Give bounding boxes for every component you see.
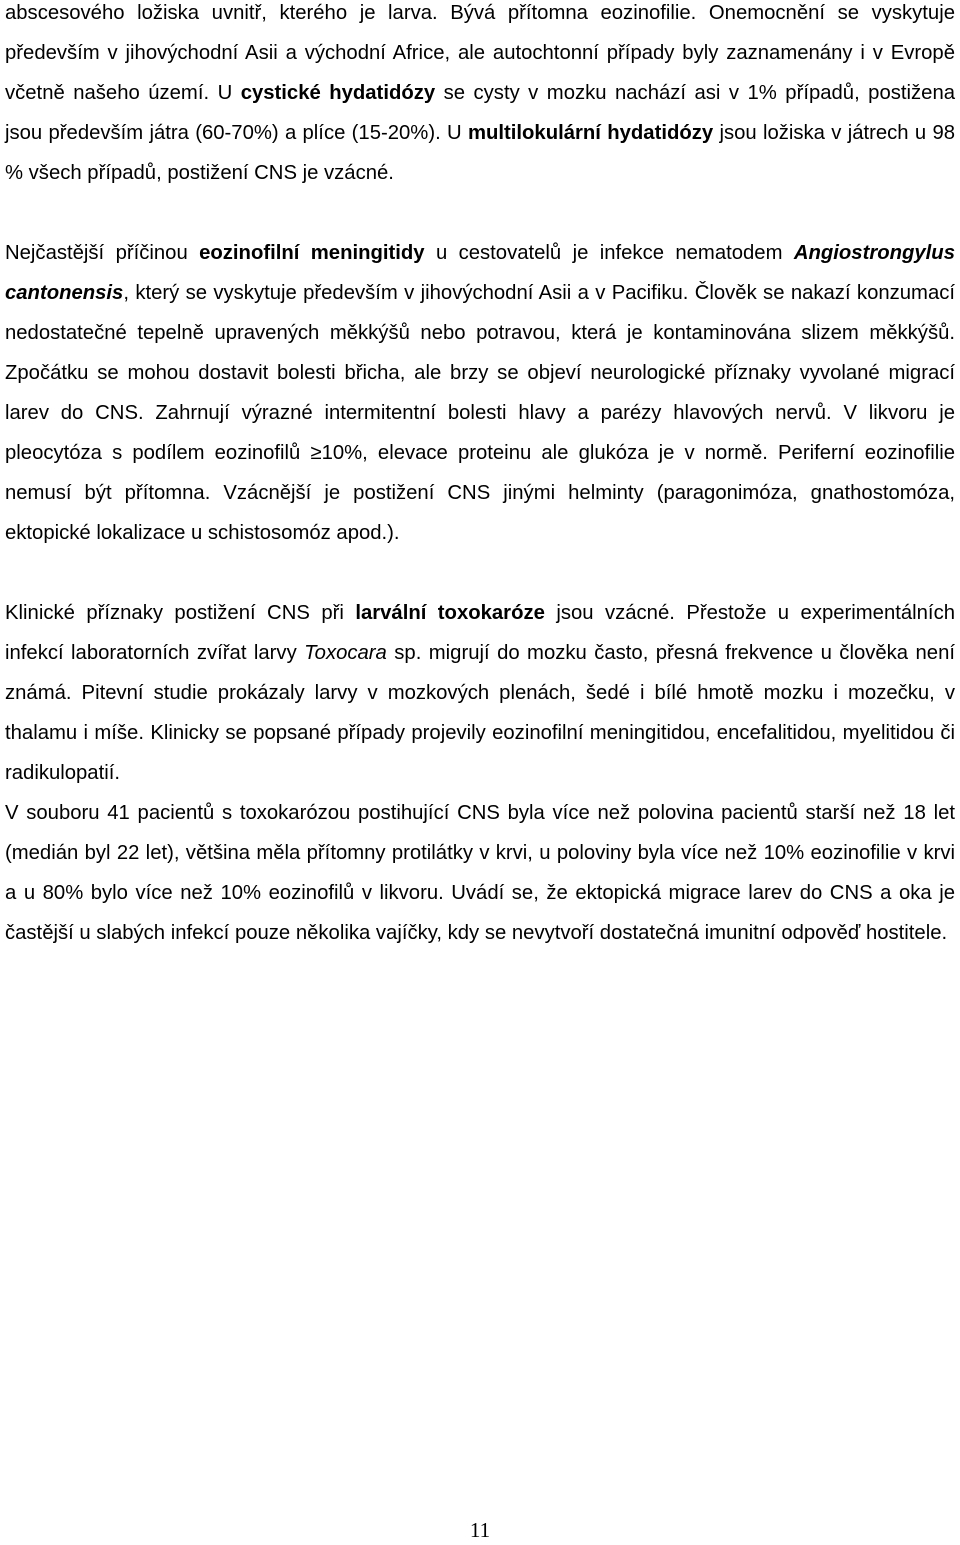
page-number: 11 bbox=[469, 1518, 491, 1542]
text-span: abscesového ložiska uvnitř, kterého je larva. Bývá přítomna eozinofilie. Onemocnění se vyskytuje především v jihovýchodní Asii a východní Africe, ale autochtonní případy byly zaznamenány i v Evropě včetně našeho území. U bbox=[5, 2, 955, 104]
text-span: Nejčastější příčinou bbox=[5, 242, 200, 264]
term-multilocular-hydatidosis: multilokulární hydatidózy bbox=[467, 122, 714, 144]
paragraph-hydatidosis bbox=[5, 0, 955, 193]
term-cystic-hydatidosis: cystické hydatidózy bbox=[240, 82, 436, 104]
text-span: jsou vzácné. Přestože u experimentálních infekcí laboratorních zvířat larvy bbox=[5, 602, 955, 664]
text-span: u cestovatelů je infekce nematodem bbox=[424, 242, 794, 264]
text-span: jsou ložiska v játrech u 98 % všech případů, postižení CNS je vzácné. bbox=[5, 122, 955, 184]
term-angiostrongylus: Angiostrongylus cantonensis bbox=[5, 242, 955, 304]
text-span: sp. migrují do mozku často, přesná frekvence u člověka není známá. Pitevní studie prokázaly larvy v mozkových plenách, šedé i bílé hmotě mozku i mozečku, v thalamu i míše. Klinicky se popsané případy projevily eozinofilní meningitidou, encefalitidou, myelitidou či radikulopatií. bbox=[5, 642, 955, 784]
term-eosinophilic-meningitis: eozinofilní meningitidy bbox=[199, 242, 425, 264]
paragraph-patient-cohort bbox=[5, 793, 955, 953]
text-span: Klinické příznaky postižení CNS při bbox=[5, 602, 356, 624]
document-page bbox=[5, 0, 955, 953]
term-larval-toxocariasis: larvální toxokaróze bbox=[355, 602, 545, 624]
paragraph-toxocariasis bbox=[5, 593, 955, 793]
paragraph-eosinophilic-meningitis bbox=[5, 233, 955, 553]
text-span: , který se vyskytuje především v jihovýchodní Asii a v Pacifiku. Člověk se nakazí konzumací nedostatečné tepelně upravených měkkýšů nebo potravou, která je kontaminována slizem měkkýšů. Zpočátku se mohou dostavit bolesti břicha, ale brzy se objeví neurologické příznaky vyvolané migrací larev do CNS. Zahrnují výrazné intermitentní bolesti hlavy a parézy hlavových nervů. V likvoru je pleocytóza s podílem eozinofilů ≥10%, elevace proteinu ale glukóza je v normě. Periferní eozinofilie nemusí být přítomna. Vzácnější je postižení CNS jinými helminty (paragonimóza, gnathostomóza, ektopické lokalizace u schistosomóz apod.). bbox=[5, 282, 955, 544]
text-span: V souboru 41 pacientů s toxokarózou postihující CNS byla více než polovina pacientů starší než 18 let (medián byl 22 let), většina měla přítomny protilátky v krvi, u poloviny byla více než 10% eozinofilie v krvi a u 80% bylo více než 10% eozinofilů v likvoru. Uvádí se, že ektopická migrace larev do CNS a oka je častější u slabých infekcí pouze několika vajíčky, kdy se nevytvoří dostatečná imunitní odpověď hostitele. bbox=[5, 802, 955, 944]
text-span: se cysty v mozku nachází asi v 1% případů, postižena jsou především játra (60-70%) a plíce (15-20%). U bbox=[5, 82, 956, 144]
term-toxocara: Toxocara bbox=[304, 642, 387, 664]
